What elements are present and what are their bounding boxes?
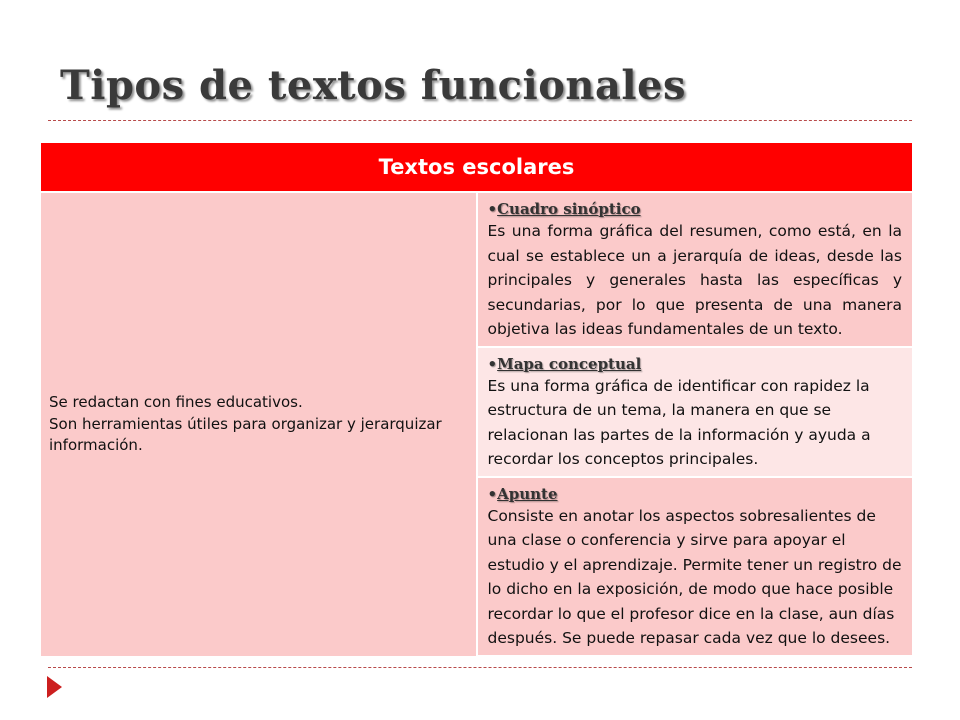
textos-escolares-table xyxy=(41,143,912,657)
item-text: Consiste en anotar los aspectos sobresalientes de una clase o conferencia y sirve para apoyar el estudio y el aprendizaje. Permite tener un registro de lo dicho en la exposición, de modo que hace posible recordar lo que el profesor dice en la clase, aun días después. Se puede repasar cada vez que lo desees. xyxy=(487,506,902,647)
slide-title: Tipos de textos funcionales xyxy=(60,62,687,109)
table-header: Textos escolares xyxy=(41,143,912,192)
description-line-2: Son herramientas útiles para organizar y jerarquizar información. xyxy=(49,414,442,454)
item-heading xyxy=(488,199,903,219)
description-cell xyxy=(41,192,477,656)
triangle-arrow-icon xyxy=(47,676,62,698)
top-divider xyxy=(48,120,912,121)
item-heading xyxy=(488,354,903,374)
bullet-icon: • xyxy=(487,484,498,503)
item-title: Cuadro sinóptico xyxy=(497,200,641,218)
item-text: Es una forma gráfica del resumen, como está, en la cual se establece un a jerarquía de ideas, desde las principales y generales hasta las específicas y secundarias, por lo que presenta de una manera objetiva las ideas fundamentales de un texto. xyxy=(487,222,902,338)
table-row xyxy=(41,192,912,347)
item-title: Apunte xyxy=(497,484,558,503)
item-mapa-conceptual xyxy=(477,347,913,477)
item-text: Es una forma gráfica de identificar con rapidez la estructura de un tema, la manera en que se relacionan las partes de la información y ayuda a recordar los conceptos principales. xyxy=(487,376,871,468)
item-title: Mapa conceptual xyxy=(497,354,642,373)
item-heading xyxy=(488,484,903,504)
bullet-icon: • xyxy=(487,354,498,373)
item-cuadro-sinoptico xyxy=(477,192,913,347)
table-header-row xyxy=(41,143,912,192)
bullet-icon: • xyxy=(487,200,498,218)
item-apunte xyxy=(477,477,913,656)
bottom-divider xyxy=(48,667,912,668)
description-line-1: Se redactan con fines educativos. xyxy=(49,393,303,411)
